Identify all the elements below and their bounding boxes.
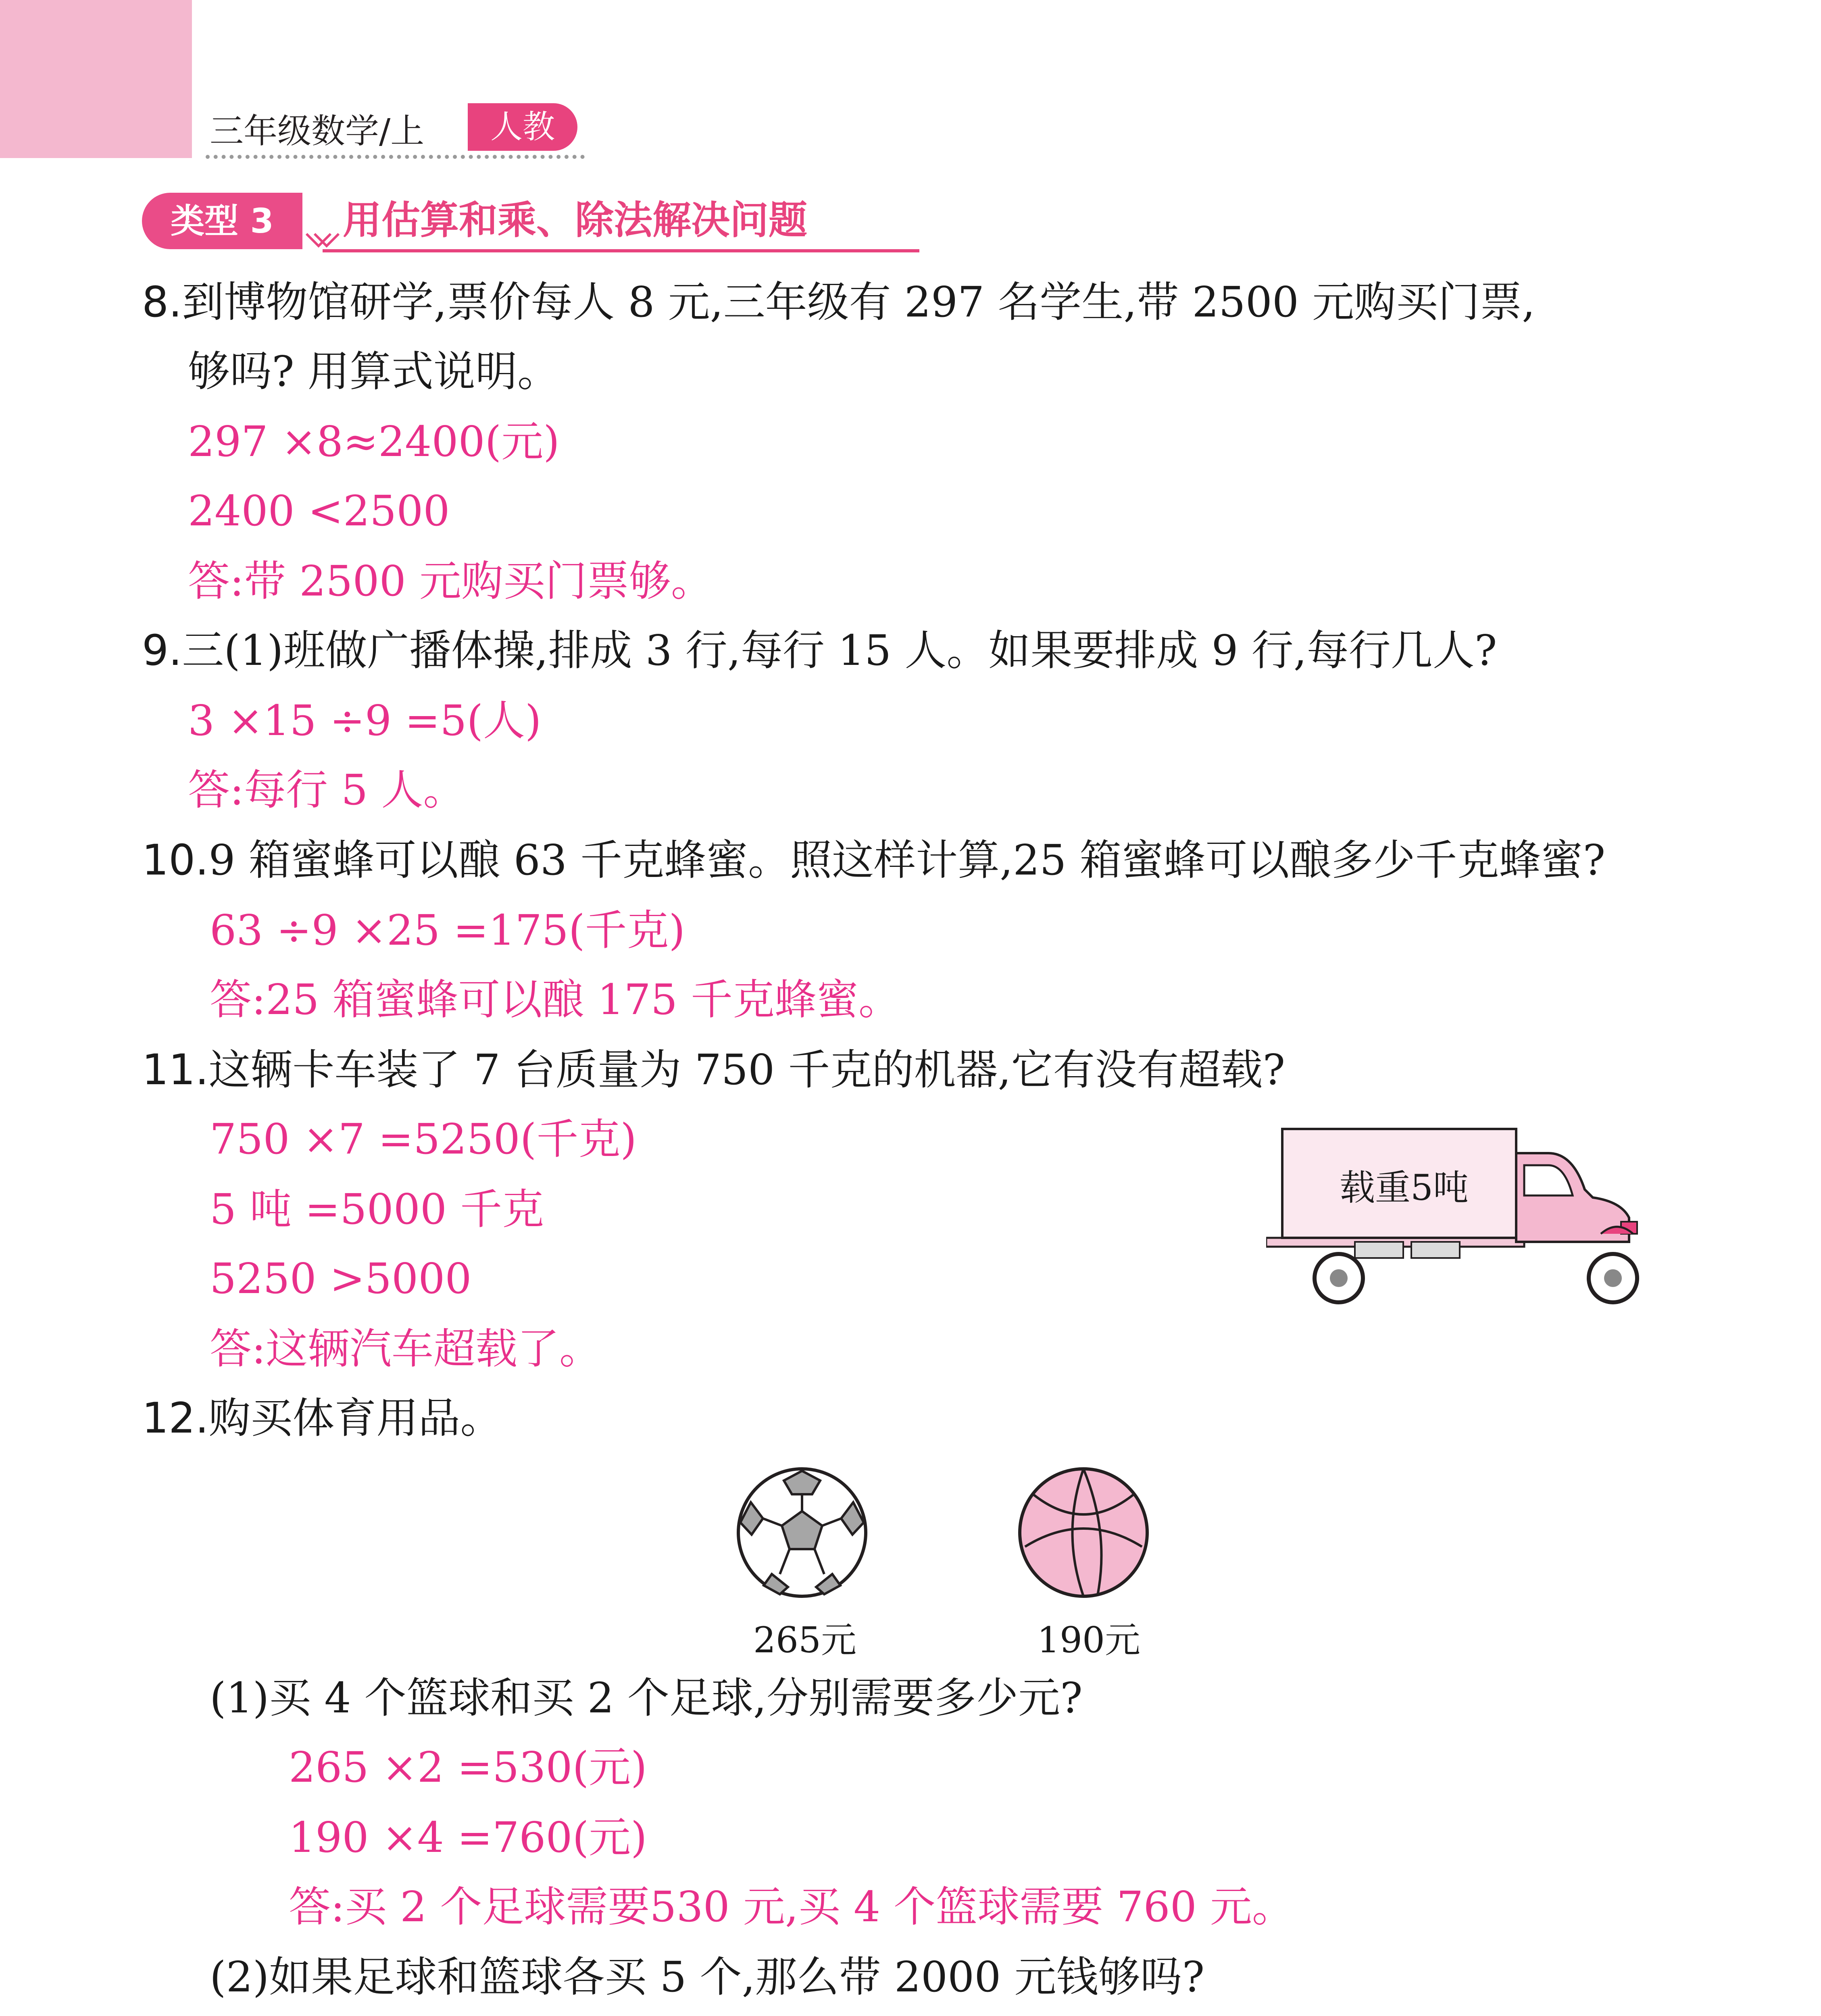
basketball-icon (1017, 1466, 1150, 1599)
question-12-part-1: (1)买 4 个篮球和买 2 个足球,分别需要多少元? (210, 1673, 1083, 1722)
answer-line: 297 ×8≈2400(元) (188, 417, 560, 466)
question-text: 三(1)班做广播体操,排成 3 行,每行 15 人。如果要排成 9 行,每行几人? (182, 626, 1497, 675)
question-number: 12. (142, 1393, 209, 1443)
question-8-line2: 够吗? 用算式说明。 (188, 347, 559, 396)
question-12-part-2: (2)如果足球和篮球各买 5 个,那么带 2000 元钱够吗? (210, 1952, 1205, 2001)
question-text: 购买体育用品。 (208, 1393, 502, 1443)
corner-tab (0, 0, 192, 158)
answer-line: 265 ×2 =530(元) (289, 1743, 647, 1792)
answer-line: 2400 <2500 (188, 486, 450, 535)
answer-line: 答:买 2 个足球需要530 元,买 4 个篮球需要 760 元。 (289, 1882, 1294, 1931)
answer-line: 5 吨 =5000 千克 (210, 1185, 544, 1234)
header-divider (206, 155, 585, 159)
question-12 (142, 1394, 502, 1443)
section-underline (323, 249, 919, 252)
chevron-icon (302, 190, 343, 254)
answer-line: 63 ÷9 ×25 =175(千克) (210, 906, 685, 955)
edition-badge: 人教 (468, 103, 577, 151)
question-8 (142, 278, 1535, 327)
section-title: 用估算和乘、除法解决问题 (343, 198, 807, 243)
question-number: 9. (142, 626, 182, 675)
truck-load-label: 载重5吨 (1340, 1167, 1469, 1208)
question-9 (142, 627, 1497, 675)
answer-line: 答:带 2500 元购买门票够。 (188, 556, 713, 606)
section-type-badge: 类型 3 (142, 193, 302, 249)
answer-line: 3 ×15 ÷9 =5(人) (188, 696, 542, 745)
answer-line: 190 ×4 =760(元) (289, 1813, 647, 1862)
question-text: 这辆卡车装了 7 台质量为 750 千克的机器,它有没有超载? (208, 1045, 1286, 1094)
basketball-price: 190元 (1037, 1619, 1140, 1661)
question-11 (142, 1046, 1285, 1094)
question-number: 10. (142, 835, 209, 885)
answer-line: 答:每行 5 人。 (188, 765, 465, 814)
answer-line: 答:25 箱蜜蜂可以酿 175 千克蜂蜜。 (210, 975, 901, 1024)
book-title: 三年级数学/上 (210, 111, 425, 151)
soccer-ball-price: 265元 (753, 1619, 856, 1661)
truck-illustration (1266, 1121, 1677, 1306)
question-number: 11. (142, 1045, 209, 1094)
answer-line: 5250 >5000 (210, 1254, 472, 1303)
question-text: 9 箱蜜蜂可以酿 63 千克蜂蜜。照这样计算,25 箱蜜蜂可以酿多少千克蜂蜜? (208, 835, 1606, 885)
question-10 (142, 836, 1605, 885)
question-text: 到博物馆研学,票价每人 8 元,三年级有 297 名学生,带 2500 元购买门票, (182, 277, 1536, 327)
answer-line: 答:这辆汽车超载了。 (210, 1324, 602, 1373)
question-number: 8. (142, 277, 182, 327)
soccer-ball-icon (735, 1466, 869, 1599)
answer-line: 750 ×7 =5250(千克) (210, 1114, 637, 1164)
